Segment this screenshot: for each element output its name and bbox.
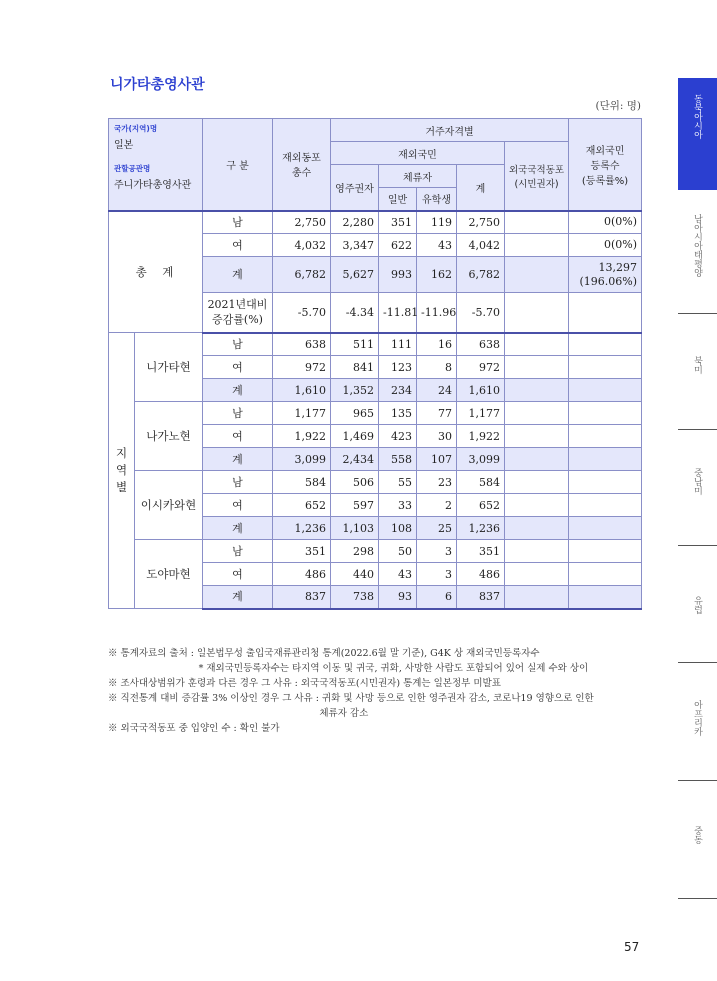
row-label: 여 bbox=[203, 494, 273, 517]
side-tab-north-america[interactable]: 북미 bbox=[692, 356, 702, 374]
table-cell: 837 bbox=[273, 586, 331, 609]
row-label: 계 bbox=[203, 257, 273, 293]
table-cell: 162 bbox=[417, 257, 457, 293]
country-label: 국가(지역)명 bbox=[114, 124, 158, 133]
header-category: 구 분 bbox=[203, 119, 273, 211]
total-group-label: 총 계 bbox=[109, 211, 203, 333]
table-cell: 0(0%) bbox=[569, 211, 642, 234]
footnote: ※ 직전통계 대비 증감률 3% 이상인 경우 그 사유 : 귀화 및 사망 등으로 인한 영주권자 감소, 코로나19 영향으로 인한 bbox=[108, 693, 594, 704]
table-cell: 638 bbox=[457, 333, 505, 356]
table-cell: 6,782 bbox=[273, 257, 331, 293]
table-cell: 584 bbox=[457, 471, 505, 494]
table-cell: 1,352 bbox=[331, 379, 379, 402]
row-label: 여 bbox=[203, 563, 273, 586]
region-group-label: 지 역 별 bbox=[109, 333, 135, 609]
table-cell: 597 bbox=[331, 494, 379, 517]
table-cell: 77 bbox=[417, 402, 457, 425]
footnote: ※ 외국국적동포 중 입양인 수 : 확인 불가 bbox=[108, 723, 280, 734]
table-cell bbox=[569, 471, 642, 494]
header-sojourner: 체류자 bbox=[379, 165, 457, 188]
table-cell bbox=[505, 448, 569, 471]
table-cell: 33 bbox=[379, 494, 417, 517]
table-cell bbox=[505, 471, 569, 494]
table-cell: 1,177 bbox=[273, 402, 331, 425]
header-foreign: 외국국적동포 (시민권자) bbox=[505, 142, 569, 211]
table-cell: 486 bbox=[273, 563, 331, 586]
office-value: 주니가타총영사관 bbox=[114, 180, 192, 191]
table-cell bbox=[505, 540, 569, 563]
table-cell: 43 bbox=[417, 234, 457, 257]
table-cell: 13,297 (196.06%) bbox=[569, 257, 642, 293]
table-cell: 1,922 bbox=[273, 425, 331, 448]
table-cell: -5.70 bbox=[457, 293, 505, 333]
row-label: 남 bbox=[203, 211, 273, 234]
table-cell bbox=[569, 402, 642, 425]
table-cell: 298 bbox=[331, 540, 379, 563]
region-name: 도야마현 bbox=[135, 540, 203, 609]
table-cell: 2,280 bbox=[331, 211, 379, 234]
table-cell: 1,610 bbox=[457, 379, 505, 402]
table-cell: -5.70 bbox=[273, 293, 331, 333]
table-row bbox=[109, 402, 642, 425]
footnote: * 재외국민등록자수는 타지역 이동 및 귀국, 귀화, 사망한 사람도 포함되어 있어 실제 수와 상이 bbox=[108, 663, 589, 674]
header-general: 일반 bbox=[379, 188, 417, 211]
footnote: ※ 조사대상범위가 훈령과 다른 경우 그 사유 : 외국국적동포(시민권자) 통계는 일본정부 미발표 bbox=[108, 678, 501, 689]
header-nationals: 재외국민 bbox=[331, 142, 505, 165]
table-cell: 351 bbox=[379, 211, 417, 234]
table-cell: 351 bbox=[273, 540, 331, 563]
footnotes bbox=[108, 646, 648, 736]
table-cell bbox=[505, 293, 569, 333]
table-cell: 3 bbox=[417, 563, 457, 586]
table-cell: 55 bbox=[379, 471, 417, 494]
table-cell: 837 bbox=[457, 586, 505, 609]
table-cell: 23 bbox=[417, 471, 457, 494]
side-tab-middle-east[interactable]: 중동 bbox=[692, 826, 702, 844]
table-cell: 511 bbox=[331, 333, 379, 356]
row-label: 남 bbox=[203, 333, 273, 356]
table-cell: 622 bbox=[379, 234, 417, 257]
table-cell bbox=[505, 234, 569, 257]
table-cell bbox=[569, 540, 642, 563]
row-label: 남 bbox=[203, 540, 273, 563]
table-cell bbox=[569, 333, 642, 356]
table-cell: 3 bbox=[417, 540, 457, 563]
footnote: ※ 통계자료의 출처 : 일본법무성 출입국재류관리청 통계(2022.6월 말 기준), G4K 상 재외국민등록자수 bbox=[108, 648, 540, 659]
table-cell: 107 bbox=[417, 448, 457, 471]
table-cell: 993 bbox=[379, 257, 417, 293]
office-label: 관할공관명 bbox=[114, 164, 151, 173]
table-cell: 2 bbox=[417, 494, 457, 517]
table-cell: 5,627 bbox=[331, 257, 379, 293]
table-cell: 135 bbox=[379, 402, 417, 425]
table-cell bbox=[505, 517, 569, 540]
table-cell: -4.34 bbox=[331, 293, 379, 333]
table-cell: 1,922 bbox=[457, 425, 505, 448]
table-cell bbox=[505, 425, 569, 448]
table-cell: 4,032 bbox=[273, 234, 331, 257]
table-cell: 3,347 bbox=[331, 234, 379, 257]
page-number: 57 bbox=[624, 940, 640, 954]
header-corner bbox=[109, 119, 203, 211]
region-name: 이시카와현 bbox=[135, 471, 203, 540]
table-cell bbox=[505, 356, 569, 379]
table-cell: 2,750 bbox=[273, 211, 331, 234]
row-label: 여 bbox=[203, 356, 273, 379]
header-student: 유학생 bbox=[417, 188, 457, 211]
table-cell: 1,610 bbox=[273, 379, 331, 402]
table-cell bbox=[505, 257, 569, 293]
table-cell: 93 bbox=[379, 586, 417, 609]
side-tab-europe[interactable]: 유럽 bbox=[692, 596, 702, 614]
table-cell: 2,434 bbox=[331, 448, 379, 471]
table-cell: 1,177 bbox=[457, 402, 505, 425]
header-residence: 거주자격별 bbox=[331, 119, 569, 142]
table-cell: 123 bbox=[379, 356, 417, 379]
table-cell: 43 bbox=[379, 563, 417, 586]
table-cell bbox=[569, 563, 642, 586]
table-cell: 8 bbox=[417, 356, 457, 379]
table-cell: 24 bbox=[417, 379, 457, 402]
region-side-tabs bbox=[678, 0, 717, 981]
table-row bbox=[109, 211, 642, 234]
table-cell bbox=[505, 333, 569, 356]
side-tab-africa[interactable]: 아프리카 bbox=[692, 700, 702, 736]
table-cell bbox=[569, 425, 642, 448]
table-cell: 652 bbox=[273, 494, 331, 517]
table-row bbox=[109, 471, 642, 494]
table-cell: 506 bbox=[331, 471, 379, 494]
table-cell: 638 bbox=[273, 333, 331, 356]
table-cell bbox=[569, 356, 642, 379]
table-cell: 25 bbox=[417, 517, 457, 540]
row-label: 계 bbox=[203, 379, 273, 402]
table-cell: 3,099 bbox=[273, 448, 331, 471]
table-cell: 486 bbox=[457, 563, 505, 586]
table-cell: 423 bbox=[379, 425, 417, 448]
table-cell bbox=[505, 211, 569, 234]
table-cell: 16 bbox=[417, 333, 457, 356]
table-cell: 558 bbox=[379, 448, 417, 471]
row-label: 계 bbox=[203, 586, 273, 609]
side-tab-latin-america[interactable]: 중남미 bbox=[692, 468, 702, 495]
table-row bbox=[109, 540, 642, 563]
row-label: 계 bbox=[203, 448, 273, 471]
table-cell: 119 bbox=[417, 211, 457, 234]
table-cell: 1,236 bbox=[273, 517, 331, 540]
side-tab-northeast-asia[interactable]: 동북아시아 bbox=[678, 78, 717, 190]
header-permanent: 영주권자 bbox=[331, 165, 379, 211]
table-cell bbox=[505, 586, 569, 609]
table-cell: 1,103 bbox=[331, 517, 379, 540]
row-label: 2021년대비 증감률(%) bbox=[203, 293, 273, 333]
table-cell bbox=[569, 293, 642, 333]
table-cell: 50 bbox=[379, 540, 417, 563]
table-cell: 972 bbox=[273, 356, 331, 379]
table-cell: 3,099 bbox=[457, 448, 505, 471]
table-cell: 0(0%) bbox=[569, 234, 642, 257]
table-cell: 440 bbox=[331, 563, 379, 586]
table-cell: 972 bbox=[457, 356, 505, 379]
table-cell bbox=[569, 494, 642, 517]
country-value: 일본 bbox=[114, 140, 134, 151]
table-cell: 965 bbox=[331, 402, 379, 425]
table-cell bbox=[569, 379, 642, 402]
row-label: 여 bbox=[203, 234, 273, 257]
table-row bbox=[109, 333, 642, 356]
table-cell bbox=[569, 448, 642, 471]
header-subtotal: 계 bbox=[457, 165, 505, 211]
table-cell: 2,750 bbox=[457, 211, 505, 234]
footnote: 체류자 감소 bbox=[108, 708, 369, 719]
table-cell: 111 bbox=[379, 333, 417, 356]
table-cell: -11.96 bbox=[417, 293, 457, 333]
table-cell: 841 bbox=[331, 356, 379, 379]
row-label: 남 bbox=[203, 402, 273, 425]
statistics-table bbox=[108, 118, 642, 610]
table-cell: 30 bbox=[417, 425, 457, 448]
unit-label: (단위: 명) bbox=[595, 100, 641, 112]
table-cell: 6 bbox=[417, 586, 457, 609]
page-title: 니가타총영사관 bbox=[110, 77, 205, 93]
region-name: 나가노현 bbox=[135, 402, 203, 471]
side-tab-south-asia-pacific[interactable]: 남아시아태평양 bbox=[692, 214, 702, 277]
row-label: 남 bbox=[203, 471, 273, 494]
table-cell bbox=[505, 563, 569, 586]
table-cell: 652 bbox=[457, 494, 505, 517]
table-cell bbox=[505, 379, 569, 402]
header-total: 재외동포 총수 bbox=[273, 119, 331, 211]
table-cell: 584 bbox=[273, 471, 331, 494]
table-cell: 1,236 bbox=[457, 517, 505, 540]
table-cell: 1,469 bbox=[331, 425, 379, 448]
table-cell: 738 bbox=[331, 586, 379, 609]
row-label: 여 bbox=[203, 425, 273, 448]
table-cell: 4,042 bbox=[457, 234, 505, 257]
table-cell: 351 bbox=[457, 540, 505, 563]
table-cell bbox=[569, 586, 642, 609]
region-name: 니가타현 bbox=[135, 333, 203, 402]
table-cell bbox=[505, 494, 569, 517]
table-cell: -11.81 bbox=[379, 293, 417, 333]
table-cell bbox=[505, 402, 569, 425]
table-cell: 6,782 bbox=[457, 257, 505, 293]
table-cell: 108 bbox=[379, 517, 417, 540]
row-label: 계 bbox=[203, 517, 273, 540]
table-cell bbox=[569, 517, 642, 540]
header-registered: 재외국민 등록수 (등록률%) bbox=[569, 119, 642, 211]
table-cell: 234 bbox=[379, 379, 417, 402]
